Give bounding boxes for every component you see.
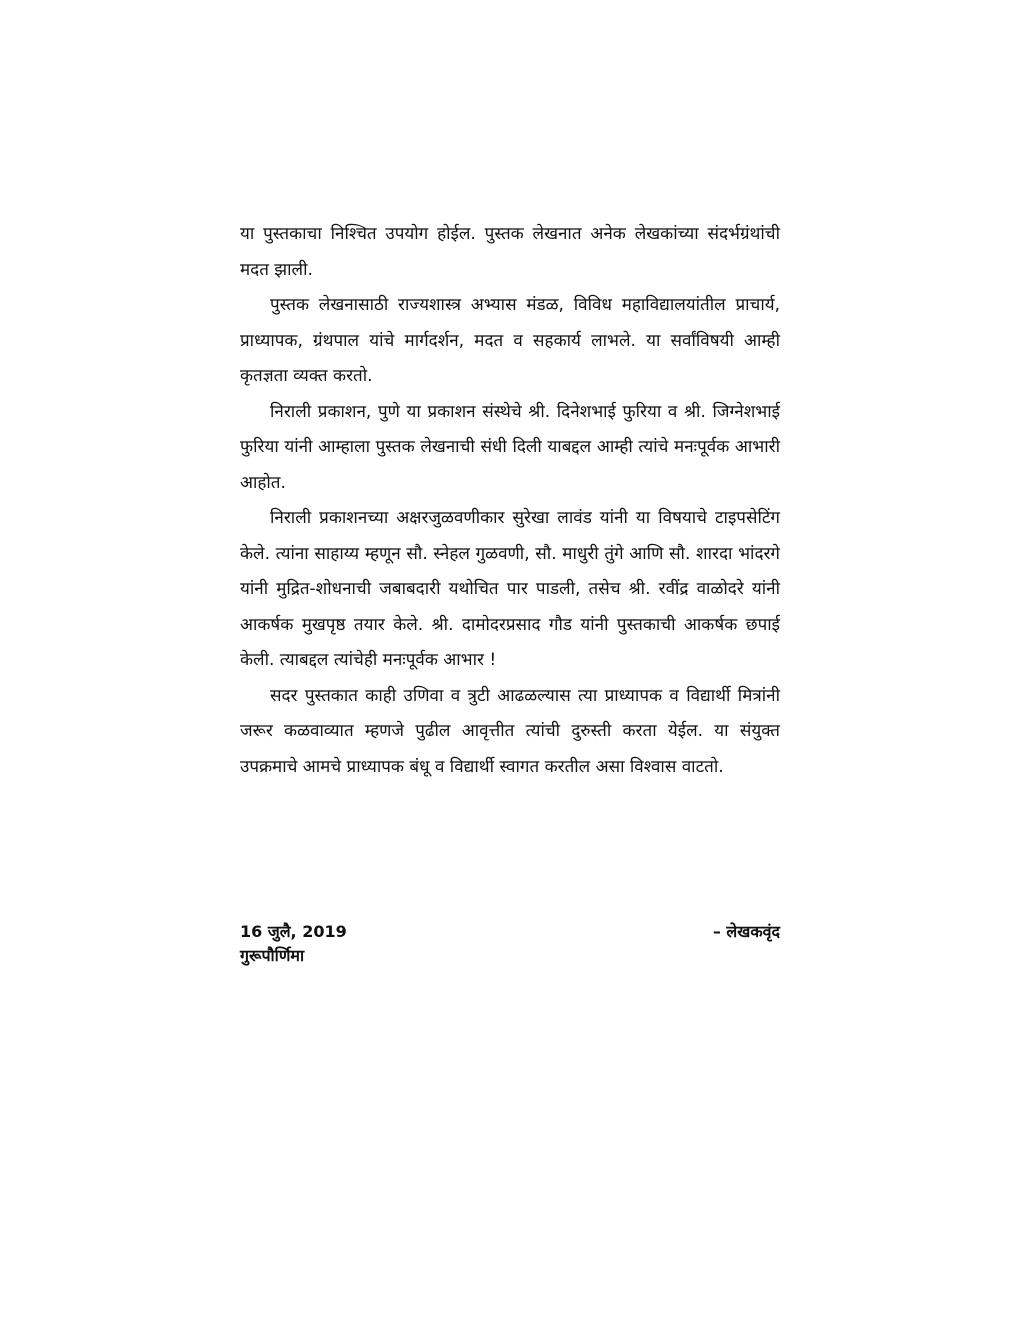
footer-row	[240, 920, 780, 944]
preface-body	[240, 217, 780, 785]
footer-signature: – लेखकवृंद	[712, 922, 780, 941]
preface-paragraph-4: निराली प्रकाशनच्या अक्षरजुळवणीकार सुरेखा लावंड यांनी या विषयाचे टाइपसेटिंग केले. त्यांना साहाय्य म्हणून सौ. स्नेहल गुळवणी, सौ. माधुरी तुंगे आणि सौ. शारदा भांदरगे यांनी मुद्रित-शोधनाची जबाबदारी यथोचित पार पाडली, तसेच श्री. रवींद्र वाळोदरे यांनी आकर्षक मुखपृष्ठ तयार केले. श्री. दामोदरप्रसाद गौड यांनी पुस्तकाची आकर्षक छपाई केली. त्याबद्दल त्यांचेही मनःपूर्वक आभार !	[240, 508, 780, 670]
preface-paragraph-1: या पुस्तकाचा निश्चित उपयोग होईल. पुस्तक लेखनात अनेक लेखकांच्या संदर्भग्रंथांची मदत झाली.	[240, 224, 780, 280]
preface-paragraph-2: पुस्तक लेखनासाठी राज्यशास्त्र अभ्यास मंडळ, विविध महाविद्यालयांतील प्राचार्य, प्राध्यापक, ग्रंथपाल यांचे मार्गदर्शन, मदत व सहकार्य लाभले. या सर्वांविषयी आम्ही कृतज्ञता व्यक्त करतो.	[240, 295, 780, 386]
preface-footer	[240, 920, 780, 968]
preface-paragraph-5: सदर पुस्तकात काही उणिवा व त्रुटी आढळल्यास त्या प्राध्यापक व विद्यार्थी मित्रांनी जरूर कळवाव्यात म्हणजे पुढील आवृत्तीत त्यांची दुरुस्ती करता येईल. या संयुक्त उपक्रमाचे आमचे प्राध्यापक बंधू व विद्यार्थी स्वागत करतील असा विश्वास वाटतो.	[240, 685, 780, 777]
footer-date: 16 जुलै, 2019	[240, 922, 347, 941]
preface-paragraph-3: निराली प्रकाशन, पुणे या प्रकाशन संस्थेचे श्री. दिनेशभाई फुरिया व श्री. जिग्नेशभाई फुरिया यांनी आम्हाला पुस्तक लेखनाची संधी दिली याबद्दल आम्ही त्यांचे मनःपूर्वक आभारी आहोत.	[240, 401, 780, 493]
footer-occasion: गुरूपौर्णिमा	[240, 946, 305, 965]
